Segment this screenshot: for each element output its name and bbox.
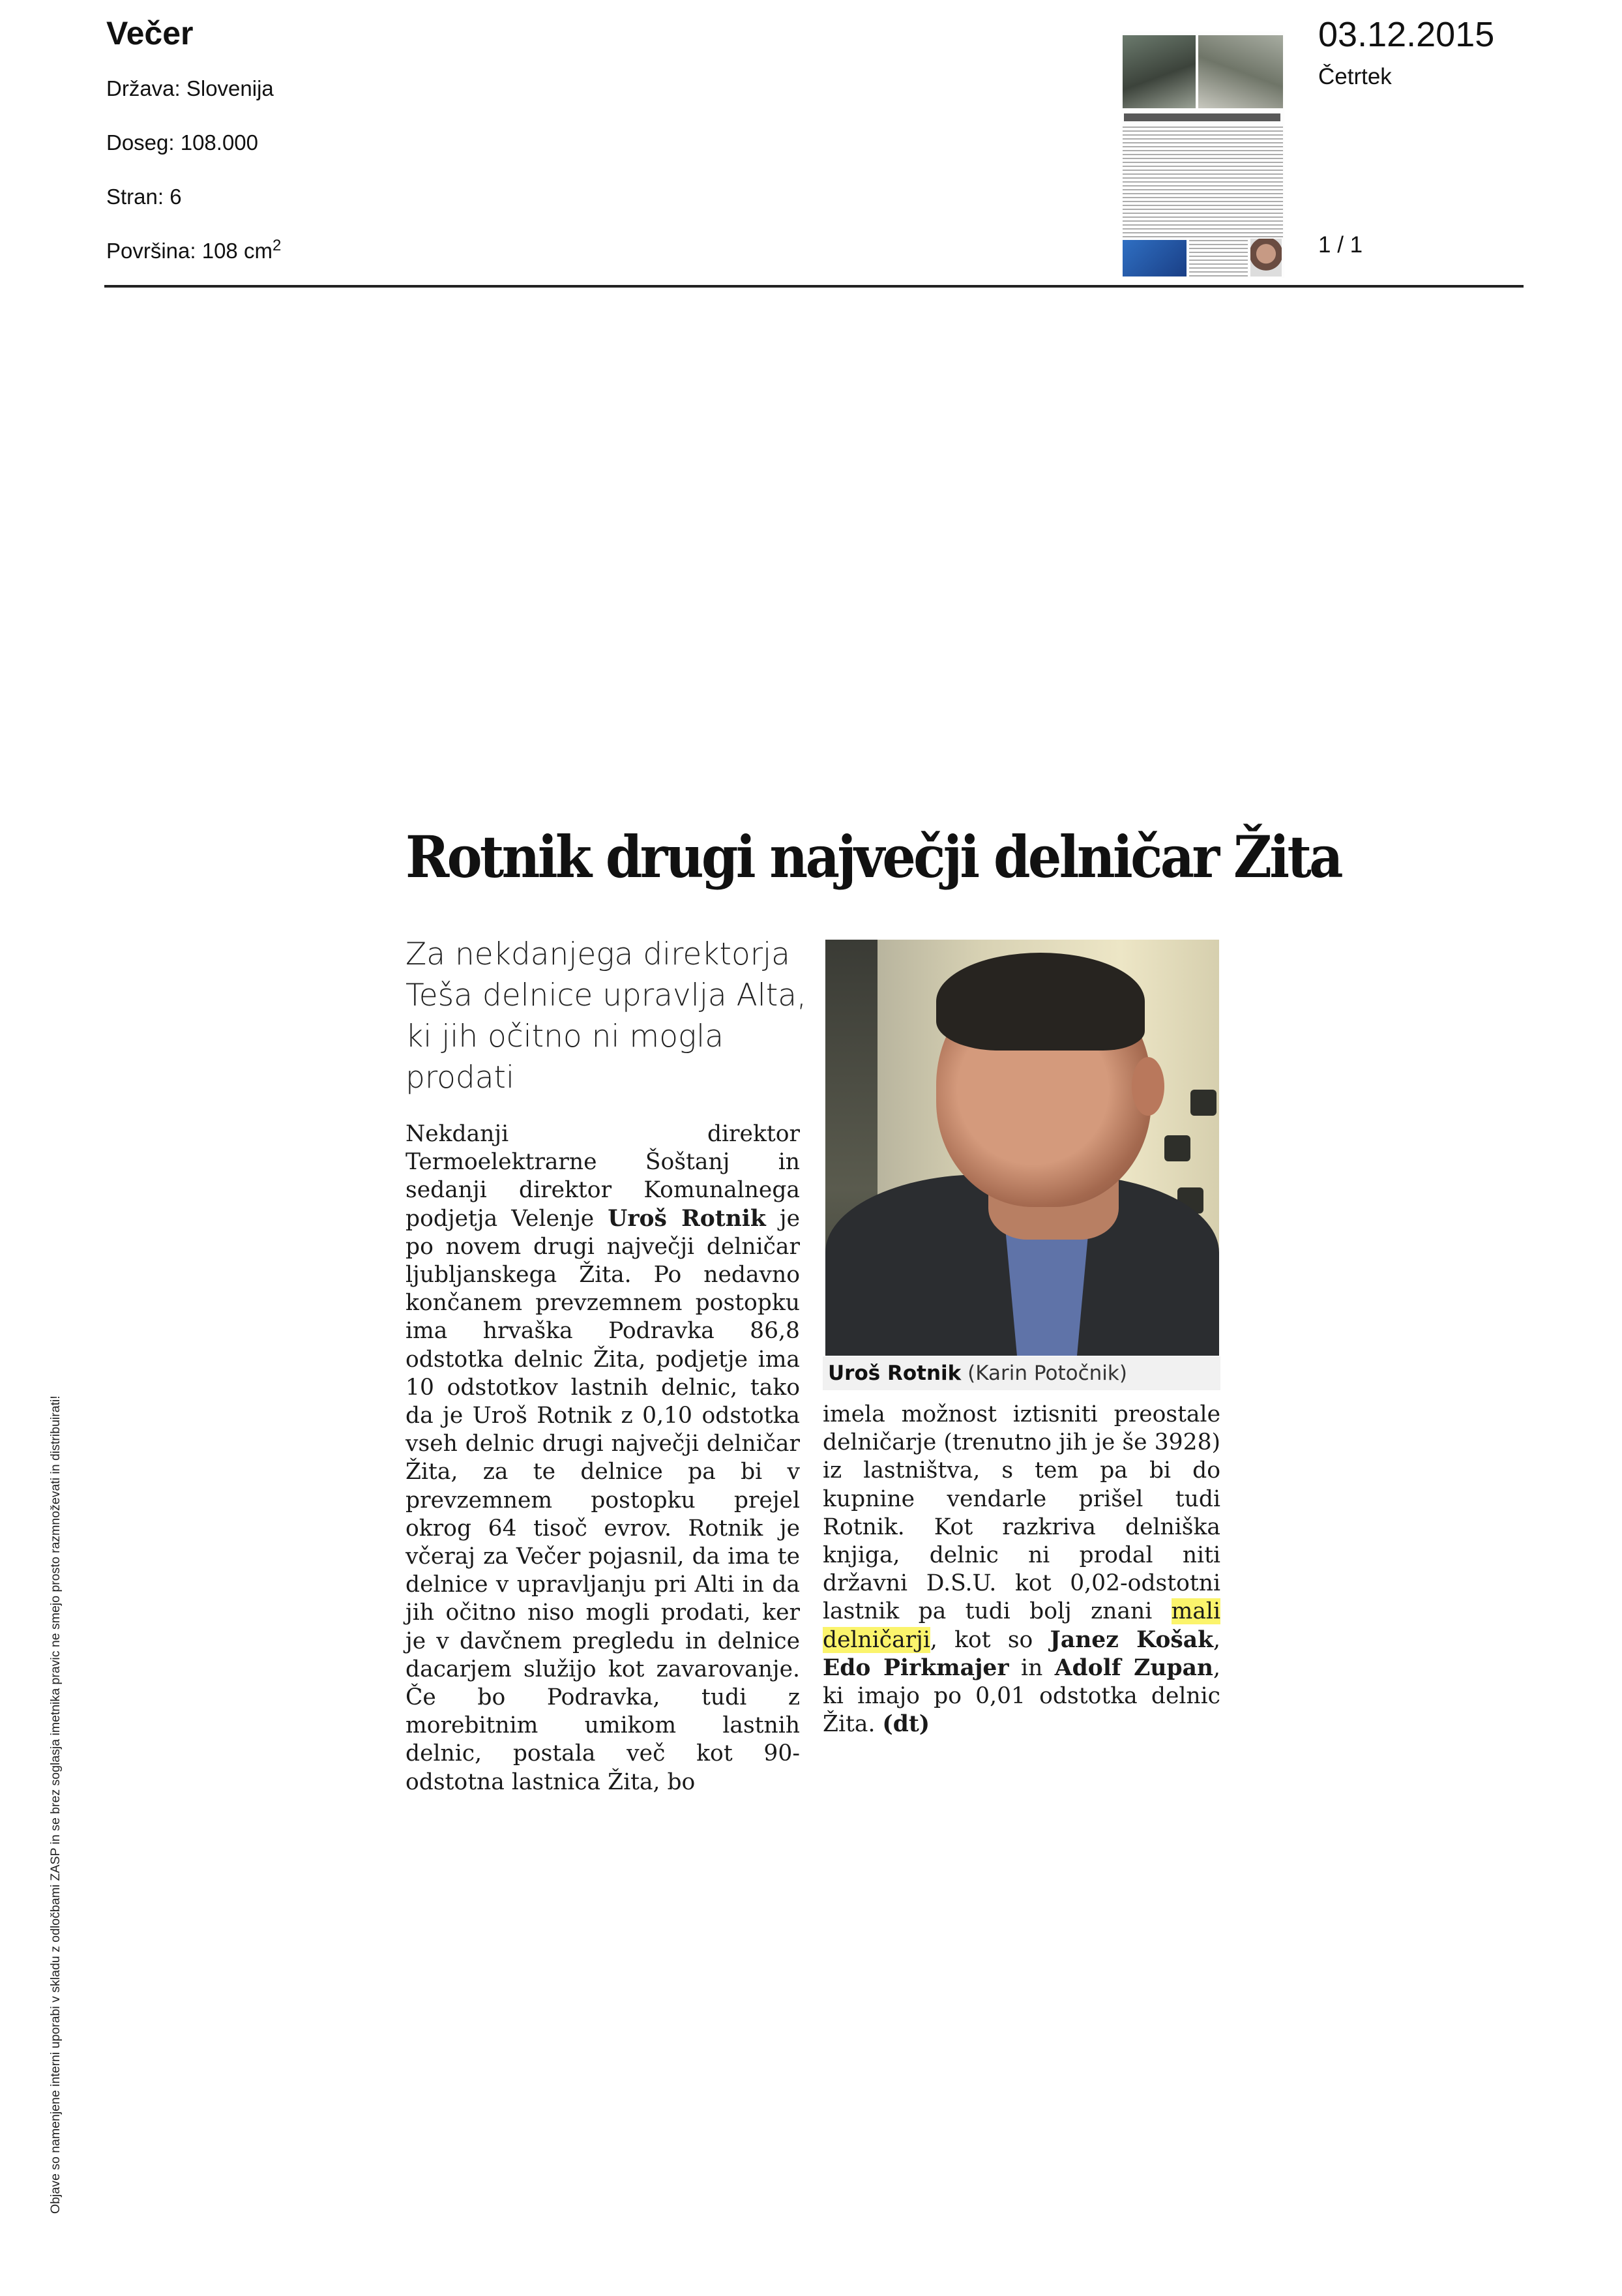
body-text: in — [1009, 1654, 1055, 1681]
thumbnail-portrait — [1250, 239, 1282, 276]
body-text: , kot so — [930, 1626, 1050, 1653]
country-meta: Država: Slovenija — [106, 76, 274, 100]
thumbnail-headline — [1124, 113, 1280, 121]
page-meta: Stran: 6 — [106, 185, 182, 209]
person-name: Edo Pirkmajer — [823, 1654, 1009, 1681]
thumbnail-photo — [1198, 35, 1283, 108]
newspaper-page-thumbnail — [1121, 31, 1284, 278]
article-photo — [825, 940, 1219, 1356]
article-subheadline: Za nekdanjega direktorja Teša delnice upravlja Alta, ki jih očitno ni mogla prodati — [406, 936, 807, 1096]
article-column-2 — [823, 1401, 1220, 1738]
photo-background — [1164, 1135, 1190, 1161]
header-divider — [104, 285, 1524, 288]
caption-credit: (Karin Potočnik) — [967, 1362, 1127, 1385]
body-text: Nekdanji direktor Termoelektrarne Šoštanj in sedanji direktor Komunalnega podjetja Velenje — [406, 1121, 800, 1232]
author-initials: (dt) — [882, 1711, 930, 1738]
photo-caption — [828, 1362, 1219, 1385]
thumbnail-text-block — [1123, 127, 1283, 237]
publication-date: 03.12.2015 — [1318, 15, 1495, 54]
thumbnail-text-block — [1189, 240, 1248, 276]
person-name: Janez Košak — [1050, 1626, 1214, 1653]
person-name: Adolf Zupan — [1054, 1654, 1214, 1681]
photo-background — [1190, 1090, 1216, 1116]
copyright-notice: Objave so namenjene interni uporabi v skladu z odločbami ZASP in se brez soglasja imetnika pravic ne smejo prosto razmnoževati in distribuirati! — [48, 1395, 63, 2214]
publication-weekday: Četrtek — [1318, 64, 1392, 89]
area-label: Površina: 108 cm — [106, 239, 273, 263]
area-meta — [106, 239, 281, 263]
article-column-1 — [406, 1120, 800, 1797]
publication-name: Večer — [106, 15, 194, 52]
caption-name: Uroš Rotnik — [828, 1362, 962, 1385]
body-text: je po novem drugi največji delničar ljubljanskega Žita. Po nedavno končanem prevzemnem postopku ima hrvaška Podravka 86,8 odstotka delnic Žita, podjetje ima 10 odstotkov lastnih delnic, tako da je Uroš Rotnik z 0,10 odstotka vseh delnic drugi največji delničar Žita, za te delnice pa bi v prevzemnem postopku prejel okrog 64 tisoč evrov. Rotnik je včeraj za Večer pojasnil, da ima te delnice v upravljanju pri Alti in da jih očitno niso mogli prodati, ker je v davčnem pregledu in delnice dacarjem služijo kot zavarovanje. Če bo Podravka, tudi z morebitnim umikom lastnih delnic, postala več kot 90-odstotna lastnica Žita, bo — [406, 1205, 800, 1795]
thumbnail-graphic — [1123, 240, 1187, 276]
page-count: 1 / 1 — [1318, 232, 1363, 258]
article-headline: Rotnik drugi največji delničar Žita — [406, 823, 1341, 891]
reach-meta: Doseg: 108.000 — [106, 130, 259, 155]
area-superscript: 2 — [272, 237, 282, 254]
highlighted-text: mali delničarji — [823, 1598, 1220, 1653]
person-name: Uroš Rotnik — [608, 1205, 766, 1232]
body-text: imela možnost iztisniti preostale delničarje (trenutno jih je še 3928) iz lastništva, s tem pa bi do kupnine vendarle prišel tudi Rotnik. Kot razkriva delniška knjiga, delnic ni prodal niti državni D.S.U. kot 0,02-odstotni lastnik pa tudi bolj znani — [823, 1401, 1220, 1625]
photo-subject-hair — [936, 953, 1145, 1051]
body-text: , — [1213, 1626, 1220, 1653]
body-text: , ki imajo po 0,01 odstotka delnic Žita. — [823, 1654, 1220, 1738]
photo-subject-ear — [1132, 1057, 1164, 1116]
thumbnail-photo — [1123, 35, 1196, 108]
